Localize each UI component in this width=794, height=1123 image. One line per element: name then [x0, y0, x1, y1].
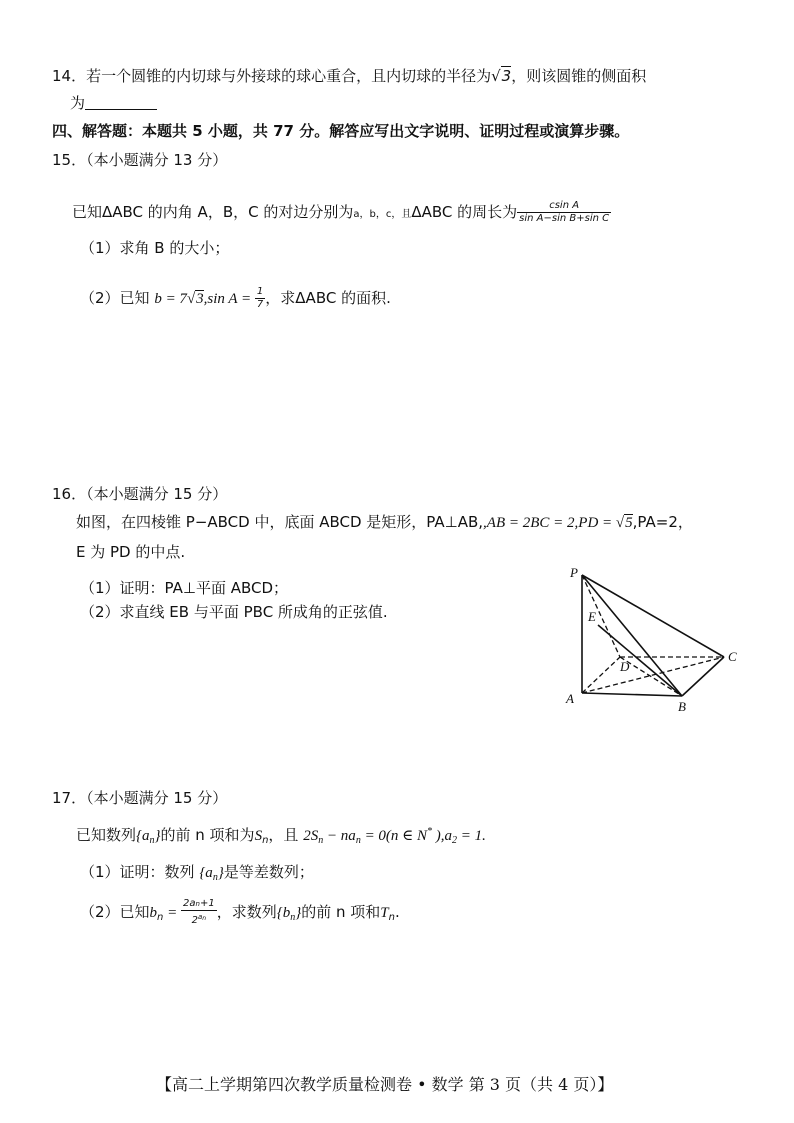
- q17-statement: 已知数列$\{a_n\}$的前 n 项和为$S_n$，且 $2S_n - na_n = 0(n$ ∈ N* )$,a_2 = 1$.: [76, 826, 486, 846]
- label-P: P: [570, 565, 578, 580]
- edge-AC: [582, 657, 724, 693]
- label-E: E: [588, 609, 596, 624]
- label-C: C: [728, 649, 737, 664]
- q14-sqrt: √3: [491, 67, 512, 85]
- label-B: B: [678, 699, 686, 714]
- q16-part2: （2）求直线 EB 与平面 PBC 所成角的正弦值.: [80, 603, 388, 621]
- q17-fraction: $\frac{2an+1}{2^{an}}$: [183, 898, 215, 926]
- q16-sqrt: √5: [615, 515, 633, 531]
- label-D: D: [620, 659, 630, 674]
- q15-part1: （1）求角 B 的大小；: [80, 239, 230, 257]
- figure-labels: [565, 565, 737, 714]
- edge-AB: [582, 693, 682, 696]
- q14-answer-blank: [85, 95, 157, 110]
- q16-part1: （1）证明：PA⊥平面 ABCD；: [80, 579, 289, 597]
- q16-statement-line2: E 为 PD 的中点.: [76, 543, 186, 561]
- q17-sequence-a: $\{a_n\}$: [136, 828, 161, 846]
- q15-small-text: a，b，c，且: [353, 209, 412, 220]
- q14-line2: 为: [70, 93, 157, 113]
- q16-statement: 如图，在四棱锥 P−ABCD 中，底面 ABCD 是矩形，PA⊥AB,,AB = 2BC = 2,PD = √5,PA=2，: [76, 513, 693, 531]
- figure-solid-edges: [582, 575, 724, 696]
- q15-sqrt: √3: [186, 291, 204, 307]
- q14-text-end: ，则该圆锥的侧面积: [511, 67, 647, 85]
- q14-text: 若一个圆锥的内切球与外接球的球心重合，且内切球的半径为: [86, 67, 492, 85]
- label-A: A: [566, 691, 574, 706]
- section4-heading: 四、解答题：本题共 5 小题，共 77 分。解答应写出文字说明、证明过程或演算步骤。: [52, 122, 630, 140]
- q17-part1: （1）证明：数列 $\{a_n\}$是等差数列；: [80, 863, 314, 883]
- q14-number: 14．: [52, 67, 87, 85]
- edge-PC: [582, 575, 724, 657]
- q15-fraction: $\frac{\text{csin A}}{\text{sin A−sin B+sin C}}$: [519, 200, 610, 224]
- q16-header: 16．（本小题满分 15 分）: [52, 485, 228, 503]
- edge-PB: [582, 575, 682, 696]
- q15-statement: 已知ΔABC 的内角 A，B，C 的对边分别为a，b，c，且ΔABC 的周长为 $\frac{\text{csin A}}{\text{sin A−sin B+sin C}}$: [72, 200, 610, 224]
- q14-line1: [52, 66, 646, 86]
- q17-part2: （2）已知$b_n$ = $\frac{2an+1}{2^{an}}$ ，求数列$\{b_n\}$的前 n 项和$T_n$.: [80, 898, 400, 926]
- q17-equation: $2S_n - na_n = 0(n$ ∈ N* )$,a_2 = 1$.: [303, 826, 486, 846]
- q17-header: 17．（本小题满分 15 分）: [52, 789, 228, 807]
- q16-pyramid-figure: [560, 563, 750, 718]
- page-footer: 【高二上学期第四次教学质量检测卷 • 数学 第 3 页（共 4 页）】: [156, 1075, 614, 1094]
- q15-part2-fraction: $\frac{1}{7}$: [256, 286, 264, 310]
- q15-header: 15．（本小题满分 13 分）: [52, 151, 228, 169]
- q15-part2: （2）已知 b = 7√3,sin A = $\frac{1}{7}$ ，求ΔABC 的面积.: [80, 286, 391, 310]
